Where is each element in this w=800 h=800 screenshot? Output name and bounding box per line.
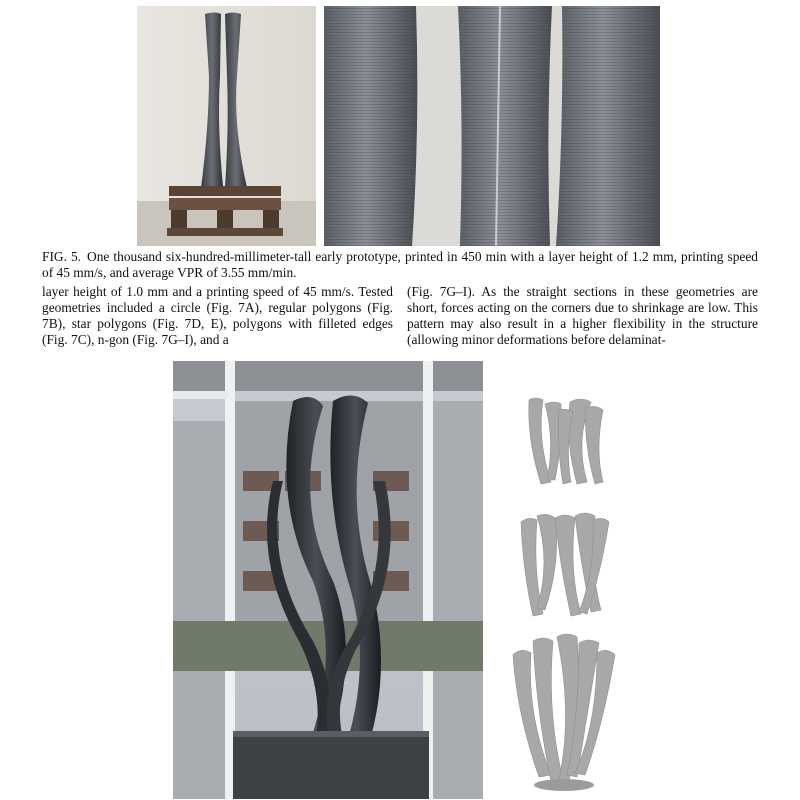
figure-caption-text: One thousand six-hundred-millimeter-tall early prototype, printed in 450 min with a layer height of 1.2 mm, printing speed of 45 mm/s, and average VPR of 3.55 mm/min. xyxy=(42,249,758,280)
render-top xyxy=(515,390,615,490)
render-bottom xyxy=(507,625,622,795)
body-text-right-column: (Fig. 7G–I). As the straight sections in these geometries are short, forces acting on the corners due to shrinkage are low. This pattern may also result in a higher flexibility in the structure (allowing minor deformations before delaminat- xyxy=(407,284,758,347)
render-middle xyxy=(515,502,615,622)
prototype-photo xyxy=(137,6,316,246)
twisted-columns-photo xyxy=(173,361,483,799)
surface-closeup-photo xyxy=(324,6,660,246)
body-text-left-column: layer height of 1.0 mm and a printing speed of 45 mm/s. Tested geometries included a circle (Fig. 7A), regular polygons (Fig. 7B), star polygons (Fig. 7D, E), polygons with filleted edges (Fig. 7C), n-gon (Fig. 7G–I), and a xyxy=(42,284,393,347)
figure-label: FIG. 5. xyxy=(42,249,82,264)
figure-caption xyxy=(42,249,758,281)
